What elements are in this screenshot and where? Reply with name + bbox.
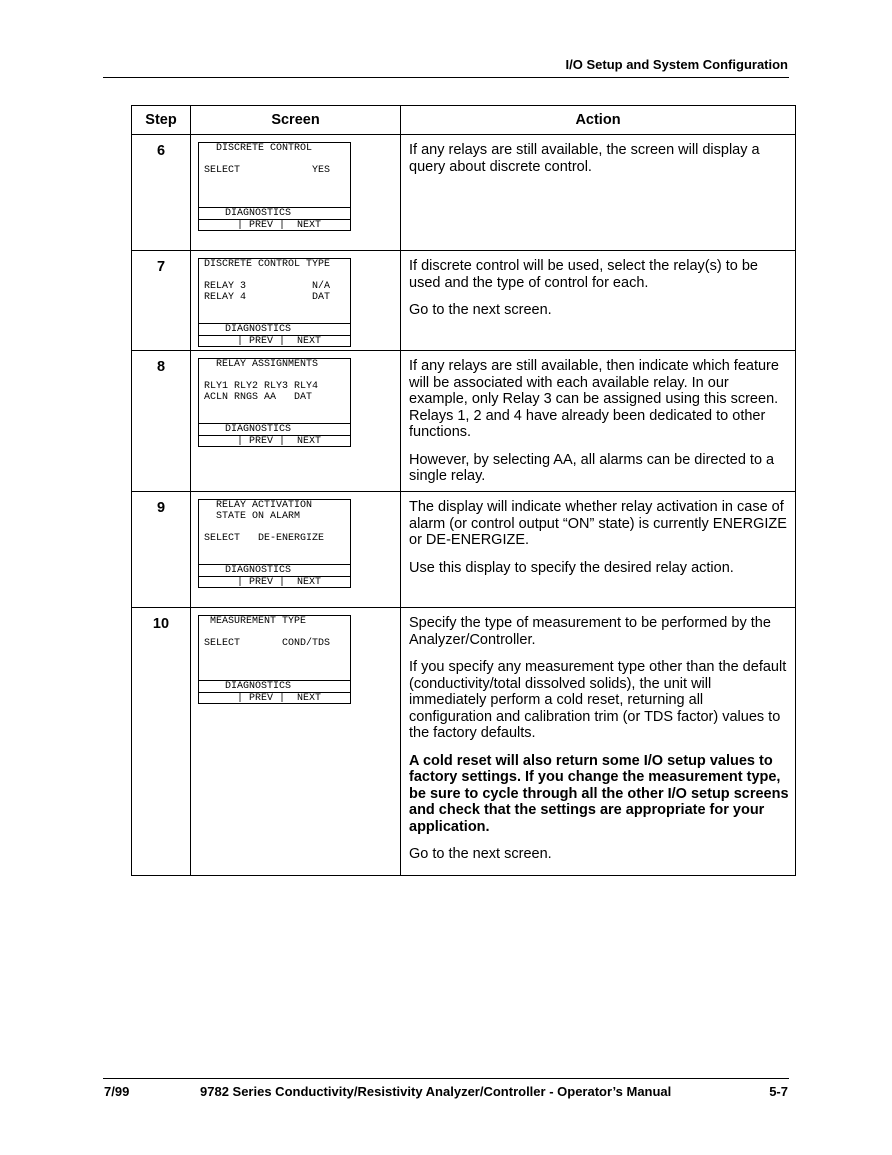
table-header-row xyxy=(132,106,796,135)
step-number: 7 xyxy=(132,251,191,351)
lcd-line: RELAY 4 DAT xyxy=(204,292,331,303)
action-paragraph: Go to the next screen. xyxy=(409,302,552,318)
lcd-line xyxy=(204,544,350,555)
lcd-diagnostics-label: DIAGNOSTICS xyxy=(199,680,350,692)
lcd-line: SELECT YES xyxy=(204,165,331,176)
table-body xyxy=(132,135,796,876)
lcd-line xyxy=(204,649,350,660)
action-cell xyxy=(401,351,796,492)
lcd-line xyxy=(204,270,350,281)
action-paragraph: Use this display to specify the desired relay action. xyxy=(409,559,734,576)
lcd-line: RELAY ACTIVATION xyxy=(204,500,313,511)
lcd-screen xyxy=(198,499,351,588)
lcd-line: RLY1 RLY2 RLY3 RLY4 xyxy=(204,381,319,392)
lcd-line xyxy=(204,303,350,314)
step-number: 8 xyxy=(132,351,191,492)
action-cell xyxy=(401,608,796,876)
table-row xyxy=(132,492,796,608)
action-paragraph: Specify the type of measurement to be performed by the Analyzer/Controller. xyxy=(409,615,771,648)
lcd-prev-next-keys: | PREV | NEXT xyxy=(199,435,350,446)
action-cell xyxy=(401,492,796,608)
screen-cell xyxy=(191,251,401,351)
lcd-line: MEASUREMENT TYPE xyxy=(204,616,307,627)
lcd-diagnostics-label: DIAGNOSTICS xyxy=(199,564,350,576)
lcd-line: SELECT COND/TDS xyxy=(204,638,331,649)
table-row xyxy=(132,135,796,251)
page-header-title: I/O Setup and System Configuration xyxy=(565,57,788,72)
action-cell xyxy=(401,135,796,251)
action-cell xyxy=(401,251,796,351)
table-row xyxy=(132,251,796,351)
lcd-diagnostics-label: DIAGNOSTICS xyxy=(199,323,350,335)
lcd-line xyxy=(204,370,350,381)
lcd-line xyxy=(204,660,350,671)
lcd-line: DISCRETE CONTROL TYPE xyxy=(204,259,331,270)
table-row xyxy=(132,608,796,876)
action-paragraph: If you specify any measurement type other than the default (conductivity/total dissolved solids), the unit will immediately perform a cold reset, returning all configuration and calibration trim (or TDS factor) values to the factory defaults. xyxy=(409,659,787,741)
action-paragraph: The display will indicate whether relay activation in case of alarm (or control output “ON” state) is currently ENERGIZE or DE-ENERGIZE. xyxy=(409,499,787,548)
header-divider xyxy=(103,77,789,78)
column-header-screen: Screen xyxy=(191,106,401,135)
action-paragraph: Go to the next screen. xyxy=(409,846,552,862)
lcd-line xyxy=(204,176,350,187)
lcd-display-area xyxy=(199,616,350,680)
step-number: 10 xyxy=(132,608,191,876)
lcd-line: ACLN RNGS AA DAT xyxy=(204,392,313,403)
action-paragraph: However, by selecting AA, all alarms can be directed to a single relay. xyxy=(409,451,775,484)
lcd-diagnostics-label: DIAGNOSTICS xyxy=(199,207,350,219)
screen-cell xyxy=(191,608,401,876)
steps-table xyxy=(131,105,796,876)
lcd-display-area xyxy=(199,500,350,564)
lcd-prev-next-keys: | PREV | NEXT xyxy=(199,219,350,230)
lcd-screen xyxy=(198,258,351,347)
column-header-action: Action xyxy=(401,106,796,135)
action-paragraph: If any relays are still available, then indicate which feature will be associated with each available relay. In our example, only Relay 3 can be assigned using this screen. Relays 1, 2 and 4 have already been dedicated to other functions. xyxy=(409,358,779,440)
lcd-prev-next-keys: | PREV | NEXT xyxy=(199,335,350,346)
screen-cell xyxy=(191,135,401,251)
footer-page-number: 5-7 xyxy=(769,1084,788,1099)
footer-manual-title: 9782 Series Conductivity/Resistivity Analyzer/Controller - Operator’s Manual xyxy=(200,1084,672,1099)
lcd-diagnostics-label: DIAGNOSTICS xyxy=(199,423,350,435)
table-row xyxy=(132,351,796,492)
lcd-screen xyxy=(198,615,351,704)
screen-cell xyxy=(191,351,401,492)
lcd-line xyxy=(204,627,350,638)
lcd-screen xyxy=(198,142,351,231)
action-paragraph: If discrete control will be used, select the relay(s) to be used and the type of control for each. xyxy=(409,258,758,291)
lcd-prev-next-keys: | PREV | NEXT xyxy=(199,576,350,587)
footer-date: 7/99 xyxy=(104,1084,130,1099)
screen-cell xyxy=(191,492,401,608)
lcd-display-area xyxy=(199,359,350,423)
step-number: 9 xyxy=(132,492,191,608)
lcd-screen xyxy=(198,358,351,447)
action-warning-paragraph: A cold reset will also return some I/O setup values to factory settings. If you change the measurement type, be sure to cycle through all the other I/O setup screens and check that the settings are appropriate for your application. xyxy=(409,752,789,835)
column-header-step: Step xyxy=(132,106,191,135)
lcd-line xyxy=(204,522,350,533)
lcd-display-area xyxy=(199,143,350,207)
step-number: 6 xyxy=(132,135,191,251)
lcd-line xyxy=(204,187,350,198)
lcd-line xyxy=(204,403,350,414)
lcd-line xyxy=(204,154,350,165)
lcd-line: RELAY ASSIGNMENTS xyxy=(204,359,319,370)
action-paragraph: If any relays are still available, the screen will display a query about discrete control. xyxy=(409,142,760,175)
footer-divider xyxy=(103,1078,789,1079)
lcd-line: DISCRETE CONTROL xyxy=(204,143,313,154)
lcd-prev-next-keys: | PREV | NEXT xyxy=(199,692,350,703)
lcd-line: SELECT DE-ENERGIZE xyxy=(204,533,325,544)
lcd-line: STATE ON ALARM xyxy=(204,511,301,522)
lcd-line: RELAY 3 N/A xyxy=(204,281,331,292)
lcd-display-area xyxy=(199,259,350,323)
